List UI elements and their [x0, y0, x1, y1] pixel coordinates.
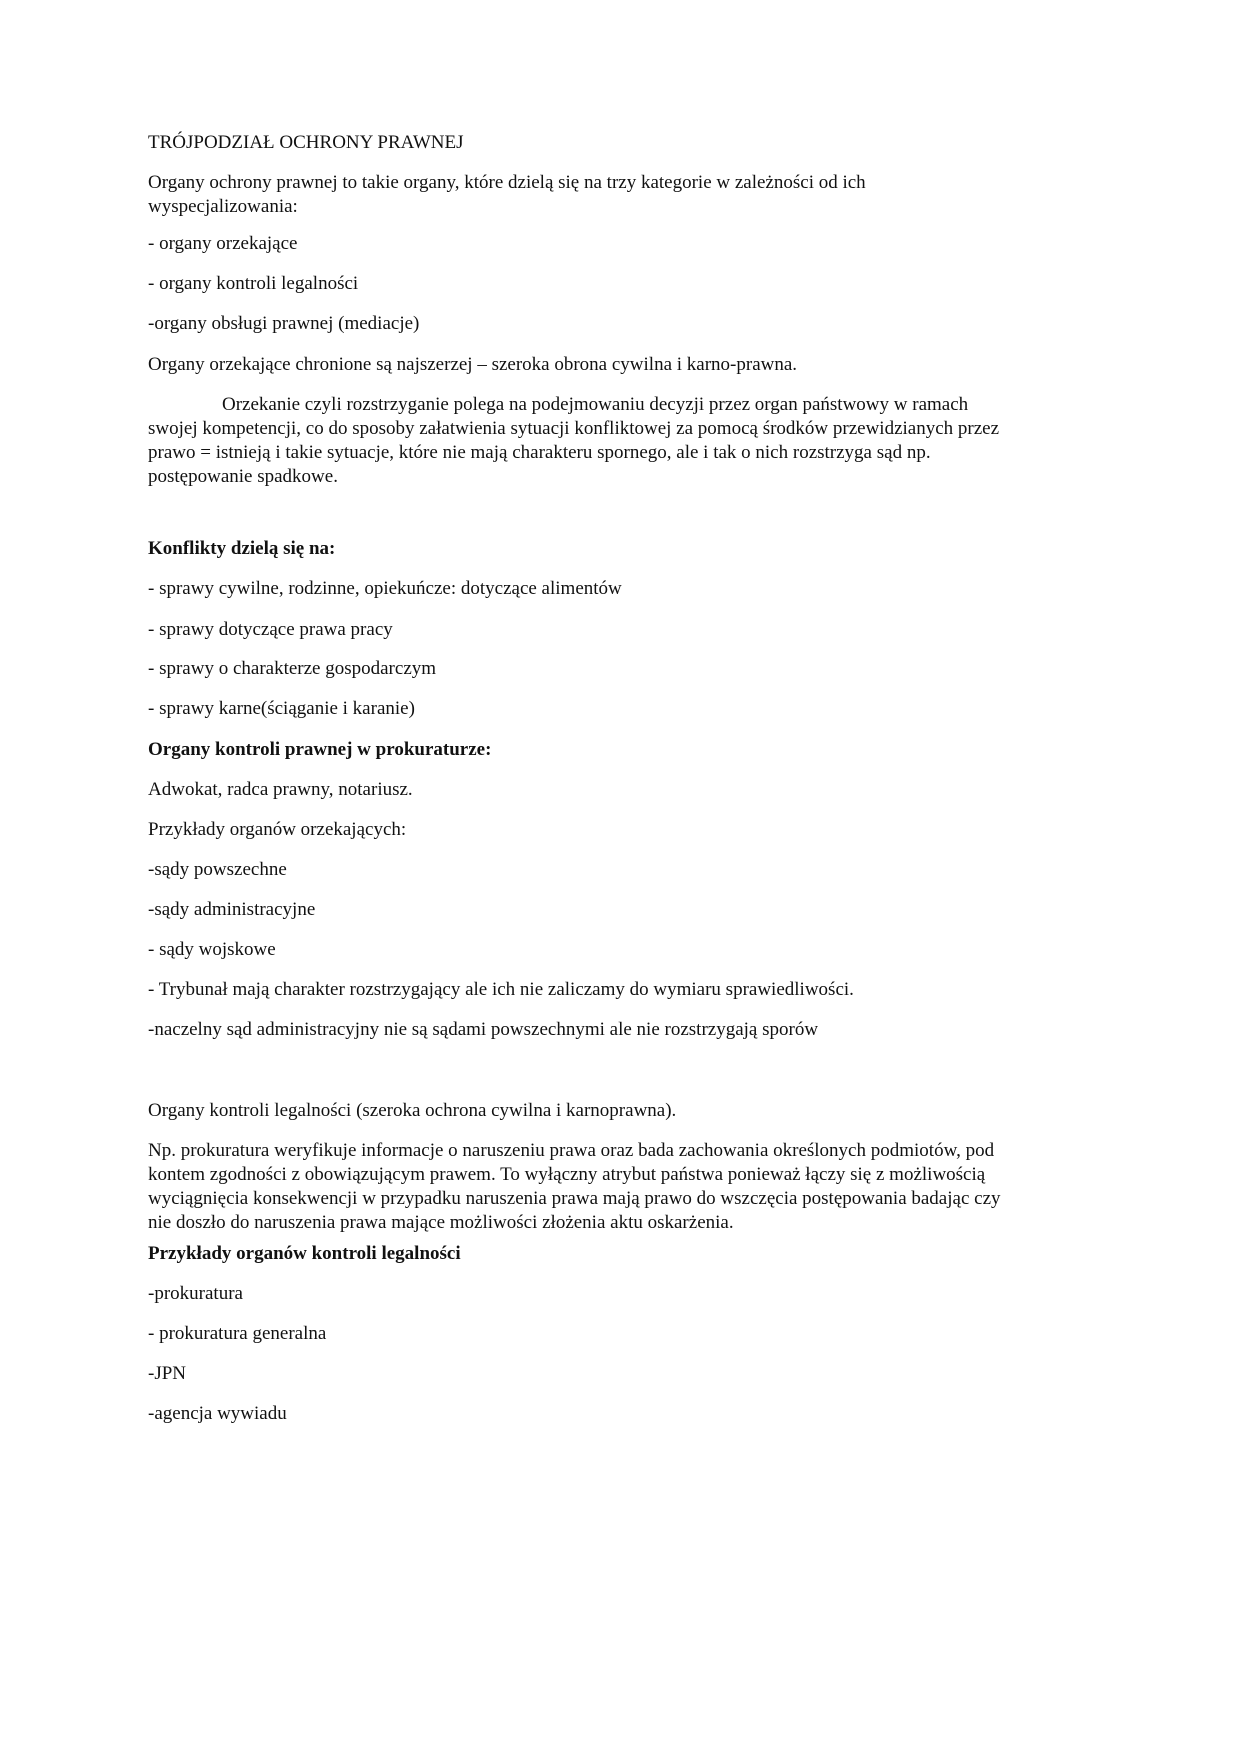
list-item: - sądy wojskowe [148, 939, 276, 960]
paragraph-line: prawo = istnieją i takie sytuacje, które nie mają charakteru spornego, ale i tak o nich rozstrzyga sąd np. [148, 442, 931, 463]
paragraph-line: nie doszło do naruszenia prawa mające możliwości złożenia aktu oskarżenia. [148, 1212, 734, 1233]
list-item: -agencja wywiadu [148, 1403, 287, 1424]
paragraph-line: Orzekanie czyli rozstrzyganie polega na podejmowaniu decyzji przez organ państwowy w ramach [222, 394, 969, 415]
paragraph-line: Np. prokuratura weryfikuje informacje o naruszeniu prawa oraz bada zachowania określonych podmiotów, pod [148, 1140, 995, 1161]
intro-paragraph [148, 171, 1088, 219]
list-item: -prokuratura [148, 1283, 243, 1304]
legalnosci-sentence: Organy kontroli legalności (szeroka ochrona cywilna i karnoprawna). [148, 1100, 677, 1121]
document-title: TRÓJPODZIAŁ OCHRONY PRAWNEJ [148, 132, 464, 153]
list-item: -JPN [148, 1363, 187, 1384]
paragraph-line: swojej kompetencji, co do sposoby załatwienia sytuacji konfliktowej za pomocą środków przewidzianych przez [148, 418, 1000, 439]
paragraph-line: wyciągnięcia konsekwencji w przypadku naruszenia prawa mają prawo do wszczęcia postępowania badając czy [148, 1188, 1001, 1209]
intro-line: wyspecjalizowania: [148, 196, 298, 217]
orzekanie-paragraph [148, 393, 1088, 489]
przyklady-legalnosci-heading: Przykłady organów kontroli legalności [148, 1243, 461, 1264]
list-item: - sprawy cywilne, rodzinne, opiekuńcze: dotyczące alimentów [148, 578, 622, 599]
prokuratura-paragraph [148, 1139, 1088, 1235]
orzekajace-sentence: Organy orzekające chronione są najszerzej – szeroka obrona cywilna i karno-prawna. [148, 354, 798, 375]
list-item: -naczelny sąd administracyjny nie są sądami powszechnymi ale nie rozstrzygają sporów [148, 1019, 819, 1040]
list-item: -sądy administracyjne [148, 899, 316, 920]
list-item: - prokuratura generalna [148, 1323, 327, 1344]
paragraph-line: postępowanie spadkowe. [148, 466, 338, 487]
category-item: - organy orzekające [148, 233, 298, 254]
paragraph-line: kontem zgodności z obowiązującym prawem. To wyłączny atrybut państwa ponieważ łączy się z możliwością [148, 1164, 986, 1185]
list-item: - sprawy o charakterze gospodarczym [148, 658, 437, 679]
category-item: - organy kontroli legalności [148, 273, 359, 294]
list-item: -sądy powszechne [148, 859, 287, 880]
intro-line: Organy ochrony prawnej to takie organy, które dzielą się na trzy kategorie w zależności od ich [148, 172, 866, 193]
kontroli-line: Adwokat, radca prawny, notariusz. [148, 779, 413, 800]
list-item: - sprawy karne(ściąganie i karanie) [148, 698, 415, 719]
list-item: - sprawy dotyczące prawa pracy [148, 619, 393, 640]
przyklady-orzekajacych-label: Przykłady organów orzekających: [148, 819, 407, 840]
kontroli-heading: Organy kontroli prawnej w prokuraturze: [148, 739, 492, 760]
list-item: - Trybunał mają charakter rozstrzygający ale ich nie zaliczamy do wymiaru sprawiedliwości. [148, 979, 854, 1000]
category-item: -organy obsługi prawnej (mediacje) [148, 313, 420, 334]
konflikty-heading: Konflikty dzielą się na: [148, 538, 336, 559]
